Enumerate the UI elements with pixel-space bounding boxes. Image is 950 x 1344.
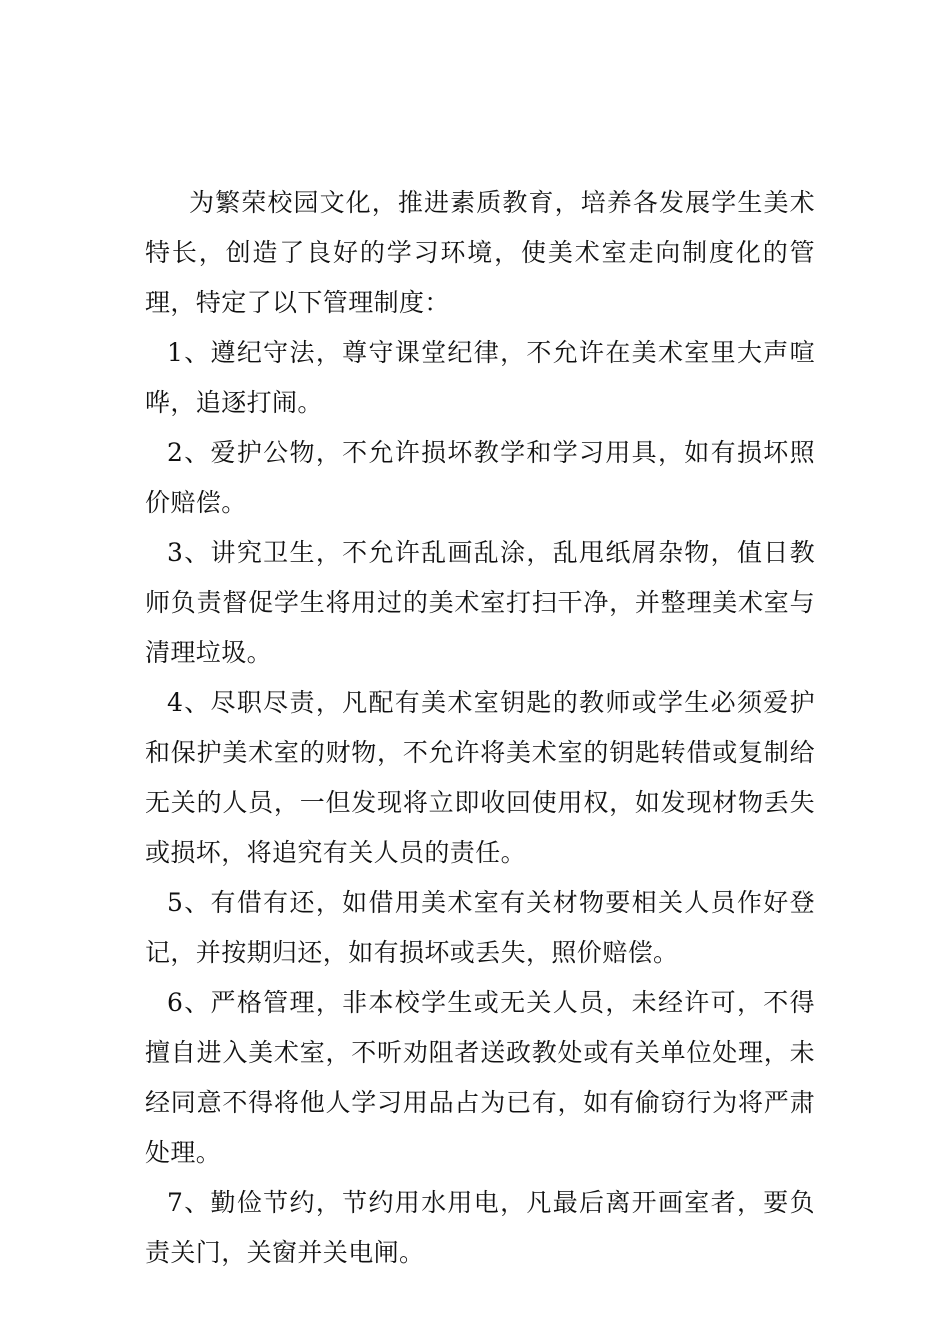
rule-paragraph-4: 4、尽职尽责，凡配有美术室钥匙的教师或学生必须爱护和保护美术室的财物，不允许将美术室的钥匙转借或复制给无关的人员，一但发现将立即收回使用权，如发现材物丢失或损坏，将追究有关人员的责任。	[145, 688, 815, 867]
rule-paragraph-1: 1、遵纪守法，尊守课堂纪律，不允许在美术室里大声喧哗，追逐打闹。	[145, 338, 815, 417]
rule-paragraph-3: 3、讲究卫生，不允许乱画乱涂，乱甩纸屑杂物，值日教师负责督促学生将用过的美术室打扫干净，并整理美术室与清理垃圾。	[145, 538, 815, 667]
rule-paragraph-2: 2、爱护公物，不允许损坏教学和学习用具，如有损坏照价赔偿。	[145, 438, 815, 517]
rule-paragraph-7: 7、勤俭节约，节约用水用电，凡最后离开画室者，要负责关门，关窗并关电闸。	[145, 1188, 815, 1267]
document-page	[145, 178, 815, 1278]
rule-paragraph-5: 5、有借有还，如借用美术室有关材物要相关人员作好登记，并按期归还，如有损坏或丢失，照价赔偿。	[145, 888, 815, 967]
rule-paragraph-6: 6、严格管理，非本校学生或无关人员，未经许可，不得擅自进入美术室，不听劝阻者送政教处或有关单位处理，未经同意不得将他人学习用品占为已有，如有偷窃行为将严肃处理。	[145, 988, 815, 1167]
intro-paragraph: 为繁荣校园文化，推进素质教育，培养各发展学生美术特长，创造了良好的学习环境，使美术室走向制度化的管理，特定了以下管理制度：	[145, 188, 815, 317]
